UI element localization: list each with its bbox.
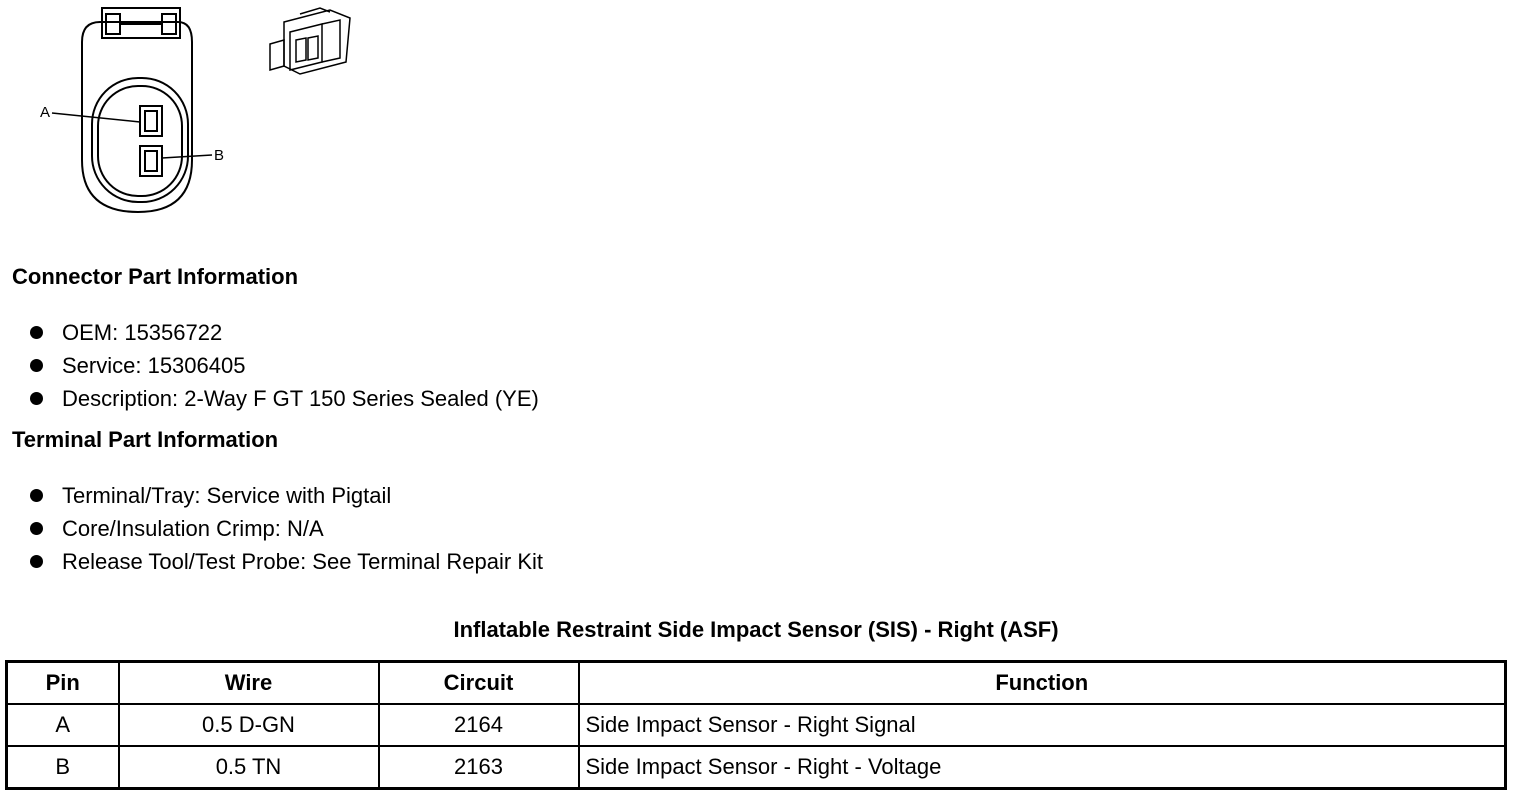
circuit-cell: 2164 <box>379 704 579 746</box>
circuit-cell: 2163 <box>379 746 579 789</box>
table-row <box>7 746 1506 789</box>
terminal-part-info-list <box>30 479 543 578</box>
bullet-icon <box>30 522 43 535</box>
column-header-wire: Wire <box>119 662 379 705</box>
list-item: OEM: 15356722 <box>30 316 539 349</box>
column-header-function: Function <box>579 662 1506 705</box>
pin-cell: A <box>7 704 119 746</box>
connector-perspective-image <box>270 8 350 74</box>
table-header-row <box>7 662 1506 705</box>
pin-cell: B <box>7 746 119 789</box>
cavity-b-label: B <box>214 147 225 164</box>
function-cell: Side Impact Sensor - Right Signal <box>579 704 1506 746</box>
list-item: Core/Insulation Crimp: N/A <box>30 512 543 545</box>
list-item: Description: 2-Way F GT 150 Series Sealed (YE) <box>30 382 539 415</box>
table-title: Inflatable Restraint Side Impact Sensor (SIS) - Right (ASF) <box>453 617 1059 642</box>
wire-cell: 0.5 D-GN <box>119 704 379 746</box>
bullet-icon <box>30 555 43 568</box>
connector-diagram <box>0 0 400 230</box>
function-cell: Side Impact Sensor - Right - Voltage <box>579 746 1506 789</box>
list-item: Terminal/Tray: Service with Pigtail <box>30 479 543 512</box>
connector-part-info-list <box>30 316 539 415</box>
column-header-pin: Pin <box>7 662 119 705</box>
list-item: Release Tool/Test Probe: See Terminal Repair Kit <box>30 545 543 578</box>
bullet-icon <box>30 326 43 339</box>
bullet-icon <box>30 489 43 502</box>
bullet-icon <box>30 392 43 405</box>
column-header-circuit: Circuit <box>379 662 579 705</box>
pinout-table <box>5 660 1507 790</box>
connector-part-info-heading: Connector Part Information <box>12 264 299 289</box>
terminal-part-info-heading: Terminal Part Information <box>12 427 279 452</box>
list-item: Service: 15306405 <box>30 349 539 382</box>
wire-cell: 0.5 TN <box>119 746 379 789</box>
bullet-icon <box>30 359 43 372</box>
cavity-a-label: A <box>40 104 51 121</box>
table-row <box>7 704 1506 746</box>
